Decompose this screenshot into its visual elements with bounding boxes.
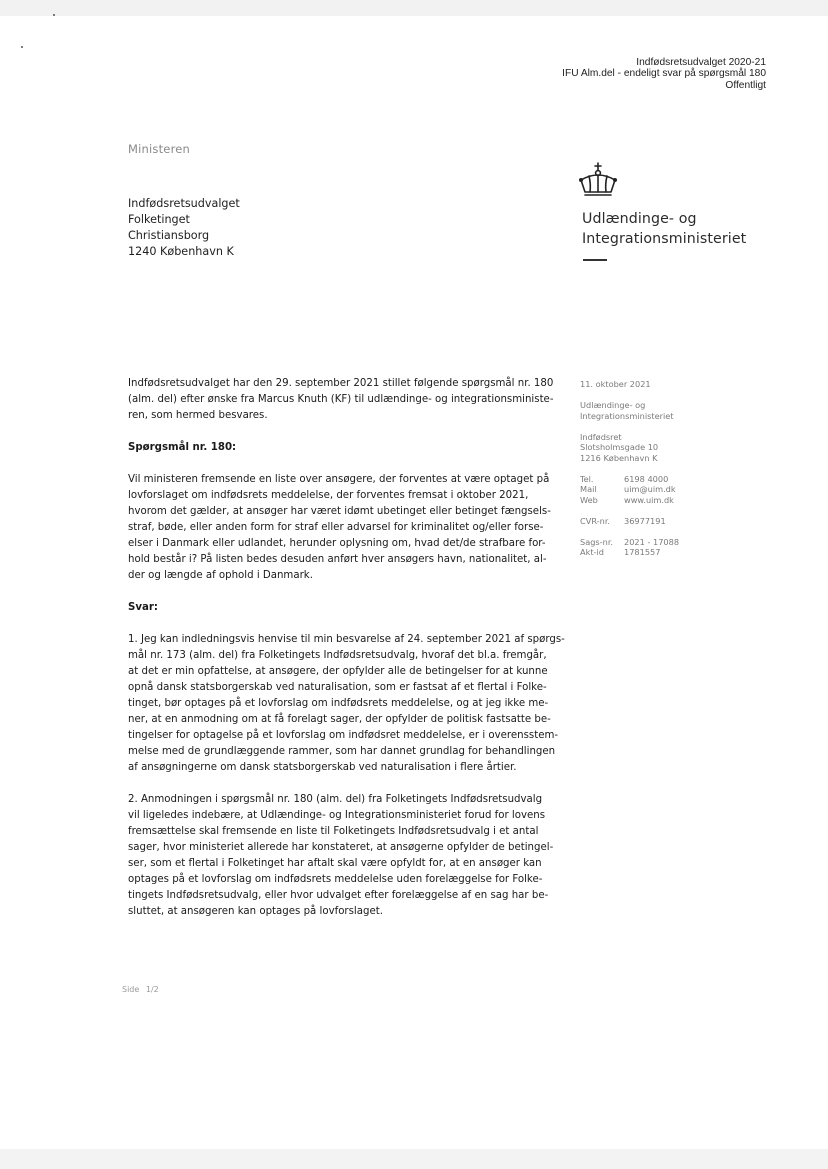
address-line: Indfødsretsudvalget — [128, 197, 240, 210]
address-line: Folketinget — [128, 213, 190, 226]
body-line: 2. Anmodningen i spørgsmål nr. 180 (alm. del) fra Folketingets Indfødsretsudvalg — [128, 794, 543, 805]
sender-label: Ministeren — [128, 142, 191, 156]
body-line: vil ligeledes indebære, at Udlændinge- og Integrationsministeriet forud for lovens — [128, 810, 546, 821]
body-line: ser, som et flertal i Folketinget har aftalt skal være opfyldt for, at en ansøger kan — [128, 858, 542, 869]
body-line: tingets Indfødsretsudvalg, eller hvor udvalget efter forelæggelse af en sag har be- — [128, 890, 549, 901]
sidebar-org-line: Integrationsministeriet — [580, 410, 674, 421]
case-row: Sags-nr. 2021 - 17088 — [580, 536, 680, 547]
body-line: hvorom det gælder, at ansøger har været idømt ubetinget eller betinget fængsels- — [128, 506, 551, 517]
contact-row: Web www.uim.dk — [580, 494, 674, 505]
stamp-committee: Indfødsretsudvalget 2020-21 — [636, 57, 766, 68]
body-line: opnå dansk statsborgerskab ved naturalisation, som er fastsat af et flertal i Folke- — [128, 682, 547, 693]
scan-speck — [21, 46, 23, 48]
case-row: Akt-id 1781557 — [580, 547, 661, 557]
body-line: Vil ministeren fremsende en liste over ansøgere, der forventes at være optaget på — [128, 474, 550, 485]
body-line: straf, bøde, eller anden form for straf eller advarsel for kriminalitet og/eller forse- — [128, 522, 544, 533]
body-line: 1. Jeg kan indledningsvis henvise til min besvarelse af 24. september 2021 af spørgs- — [128, 634, 565, 645]
ministry-name-line: Integrationsministeriet — [582, 231, 747, 247]
stamp-status: Offentligt — [725, 79, 766, 91]
body-line: tingelser for optagelse på et lovforslag om indfødsret meddelelse, er i overensstem- — [128, 730, 559, 741]
ministry-name-line: Udlændinge- og — [582, 211, 697, 227]
body-line: (alm. del) efter ønske fra Marcus Knuth (KF) til udlændinge- og integrationsministe- — [128, 394, 554, 405]
sidebar-case — [580, 537, 679, 558]
body-line: lovforslaget om indfødsrets meddelelse, der forventes fremsat i oktober 2021, — [128, 490, 529, 501]
body-line: tinget, bør optages på et lovforslag om indfødsrets meddelelse, og at jeg ikke me- — [128, 698, 549, 709]
body-line: hold består i? På listen bedes desuden anført hver ansøgers havn, nationalitet, al- — [128, 554, 547, 565]
page-count: 1/2 — [145, 985, 159, 994]
page-label: Side — [122, 985, 140, 994]
body-line: Indfødsretsudvalget har den 29. september 2021 stillet følgende spørgsmål nr. 180 — [128, 378, 554, 389]
body-line: optages på et lovforslag om indfødsrets meddelelse uden forelæggelse for Folke- — [128, 874, 543, 885]
stamp-reference: IFU Alm.del - endeligt svar på spørgsmål 180 — [562, 68, 766, 80]
contact-row: Mail uim@uim.dk — [580, 484, 676, 494]
sidebar-contacts — [580, 474, 679, 506]
body-line: mål nr. 173 (alm. del) fra Folketingets Indfødsretsudvalg, hvoraf det bl.a. fremgår, — [128, 650, 547, 661]
sidebar-dept: Indfødsret — [580, 431, 622, 442]
sidebar-address — [580, 432, 679, 464]
body-line: at det er min opfattelse, at ansøgere, der opfylder alle de betingelser for at kunne — [128, 666, 548, 677]
body-line: sager, hvor ministeriet allerede har konstateret, at ansøgerne opfylder de betingel- — [128, 842, 554, 853]
body-line: ner, at en anmodning om at få forelagt sager, der opfylder de politisk fastsatte be- — [128, 714, 551, 725]
answer-heading: Svar: — [128, 602, 158, 613]
ministry-divider — [583, 259, 607, 261]
sidebar-org — [580, 400, 679, 421]
archive-stamp — [562, 57, 766, 91]
ministry-name — [582, 209, 746, 249]
sender-sidebar — [580, 379, 679, 558]
body-line: af ansøgningerne om dansk statsborgerskab ved naturalisation i flere årtier. — [128, 762, 517, 773]
body-line: elser i Danmark eller udlandet, herunder oplysning om, hvad det/de strafbare for- — [128, 538, 546, 549]
question-heading: Spørgsmål nr. 180: — [128, 442, 237, 453]
body-line: sluttet, at ansøgeren kan optages på lovforslaget. — [128, 906, 383, 917]
body-line: melse med de grundlæggende rammer, som har dannet grundlag for behandlingen — [128, 746, 556, 757]
body-line: ren, som hermed besvares. — [128, 410, 268, 421]
scan-edge-bottom — [0, 1149, 828, 1169]
letter-body — [128, 376, 565, 920]
sidebar-cvr: CVR-nr. 36977191 — [580, 515, 666, 526]
sidebar-org-line: Udlændinge- og — [580, 400, 646, 410]
sidebar-street: Slotsholmsgade 10 — [580, 442, 659, 452]
recipient-address — [128, 196, 240, 260]
scan-speck — [53, 14, 55, 16]
address-line: Christiansborg — [128, 229, 210, 242]
crown-logo-icon — [576, 162, 620, 198]
scan-edge-top — [0, 0, 828, 16]
page-number — [122, 985, 159, 994]
address-line: 1240 København K — [128, 245, 234, 258]
body-line: fremsættelse skal fremsende en liste til Folketingets Indfødsretsudvalg i et antal — [128, 826, 539, 837]
sidebar-city: 1216 København K — [580, 452, 658, 463]
letter-date: 11. oktober 2021 — [580, 379, 651, 389]
body-line: der og længde af ophold i Danmark. — [128, 570, 313, 581]
contact-row: Tel. 6198 4000 — [580, 473, 669, 484]
